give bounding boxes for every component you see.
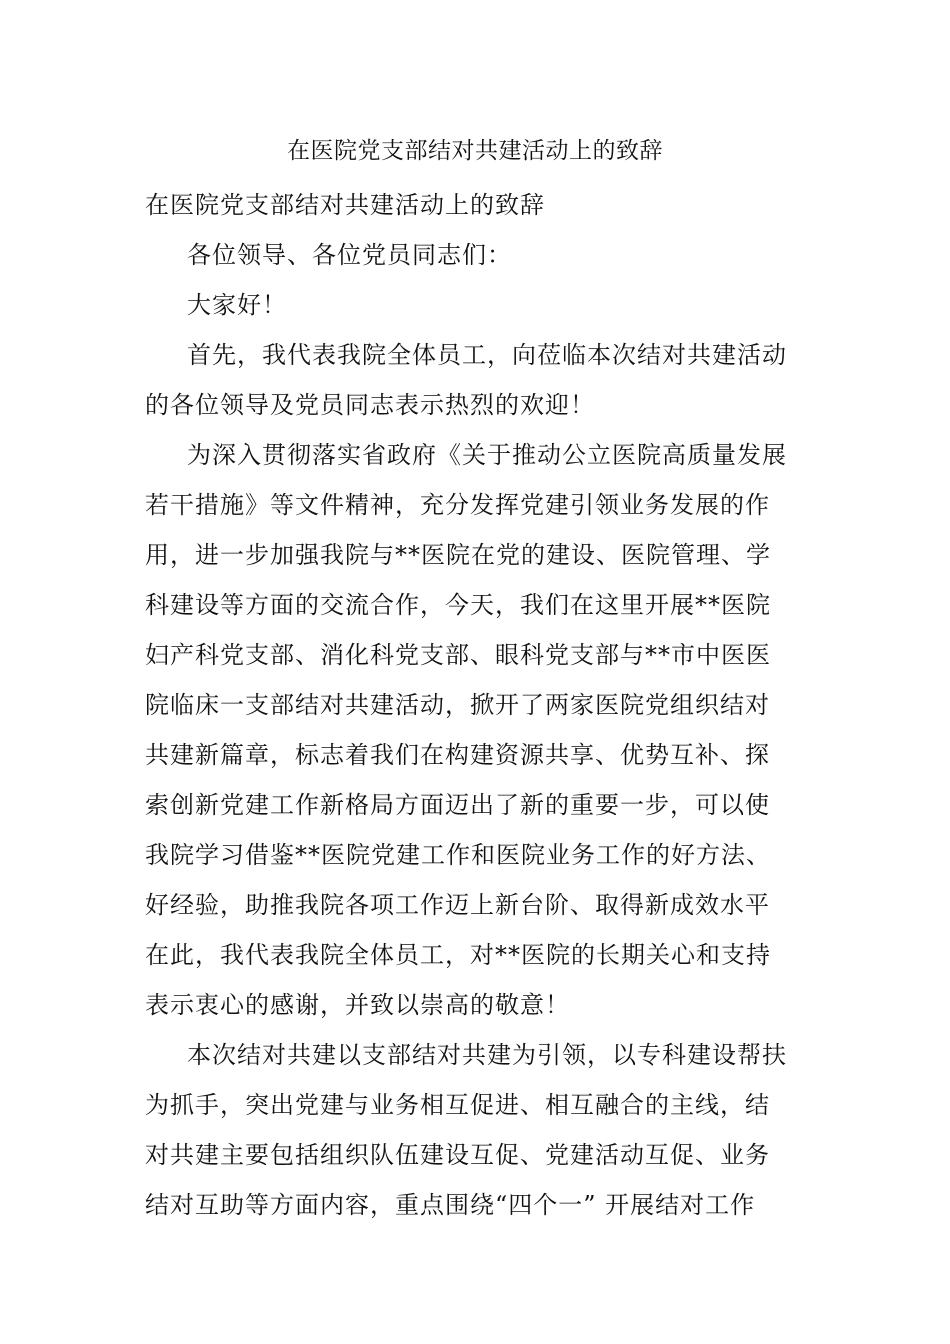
text-line: 首先，我代表我院全体员工，向莅临本次结对共建活动: [187, 341, 787, 369]
document-title: 在医院党支部结对共建活动上的致辞: [287, 138, 663, 164]
text-line: 用，进一步加强我院与**医院在党的建设、医院管理、学: [145, 541, 771, 569]
text-line: 好经验，助推我院各项工作迈上新台阶、取得新成效水平: [145, 891, 770, 919]
text-line: 在此，我代表我院全体员工，对**医院的长期关心和支持: [145, 941, 771, 969]
text-line: 为抓手，突出党建与业务相互促进、相互融合的主线，结: [145, 1091, 770, 1119]
text-line: 我院学习借鉴**医院党建工作和医院业务工作的好方法、: [145, 841, 771, 869]
paragraph-purpose: [145, 430, 813, 1030]
text-line: 索创新党建工作新格局方面迈出了新的重要一步，可以使: [145, 791, 770, 819]
salutation: 各位领导、各位党员同志们：: [187, 241, 512, 269]
text-line: 院临床一支部结对共建活动，掀开了两家医院党组织结对: [145, 691, 770, 719]
text-line: 妇产科党支部、消化科党支部、眼科党支部与**市中医医: [145, 641, 771, 669]
text-line: 若干措施》等文件精神，充分发挥党建引领业务发展的作: [145, 491, 770, 519]
text-line: 对共建主要包括组织队伍建设互促、党建活动互促、业务: [145, 1141, 770, 1169]
text-line: 的各位领导及党员同志表示热烈的欢迎！: [145, 391, 595, 419]
paragraph-program: [145, 1030, 813, 1230]
text-line: 表示衷心的感谢，并致以崇高的敬意！: [145, 991, 570, 1019]
text-line: 结对互助等方面内容，重点围绕“四个一” 开展结对工作: [145, 1191, 756, 1219]
text-line: 为深入贯彻落实省政府《关于推动公立医院高质量发展: [187, 441, 787, 469]
document-subtitle: 在医院党支部结对共建活动上的致辞: [145, 191, 545, 219]
greeting: 大家好！: [187, 291, 287, 319]
text-line: 共建新篇章，标志着我们在构建资源共享、优势互补、探: [145, 741, 770, 769]
paragraph-welcome: [145, 330, 813, 430]
text-line: 本次结对共建以支部结对共建为引领，以专科建设帮扶: [187, 1041, 787, 1069]
document-body: [145, 180, 813, 1230]
text-line: 科建设等方面的交流合作，今天，我们在这里开展**医院: [145, 591, 771, 619]
